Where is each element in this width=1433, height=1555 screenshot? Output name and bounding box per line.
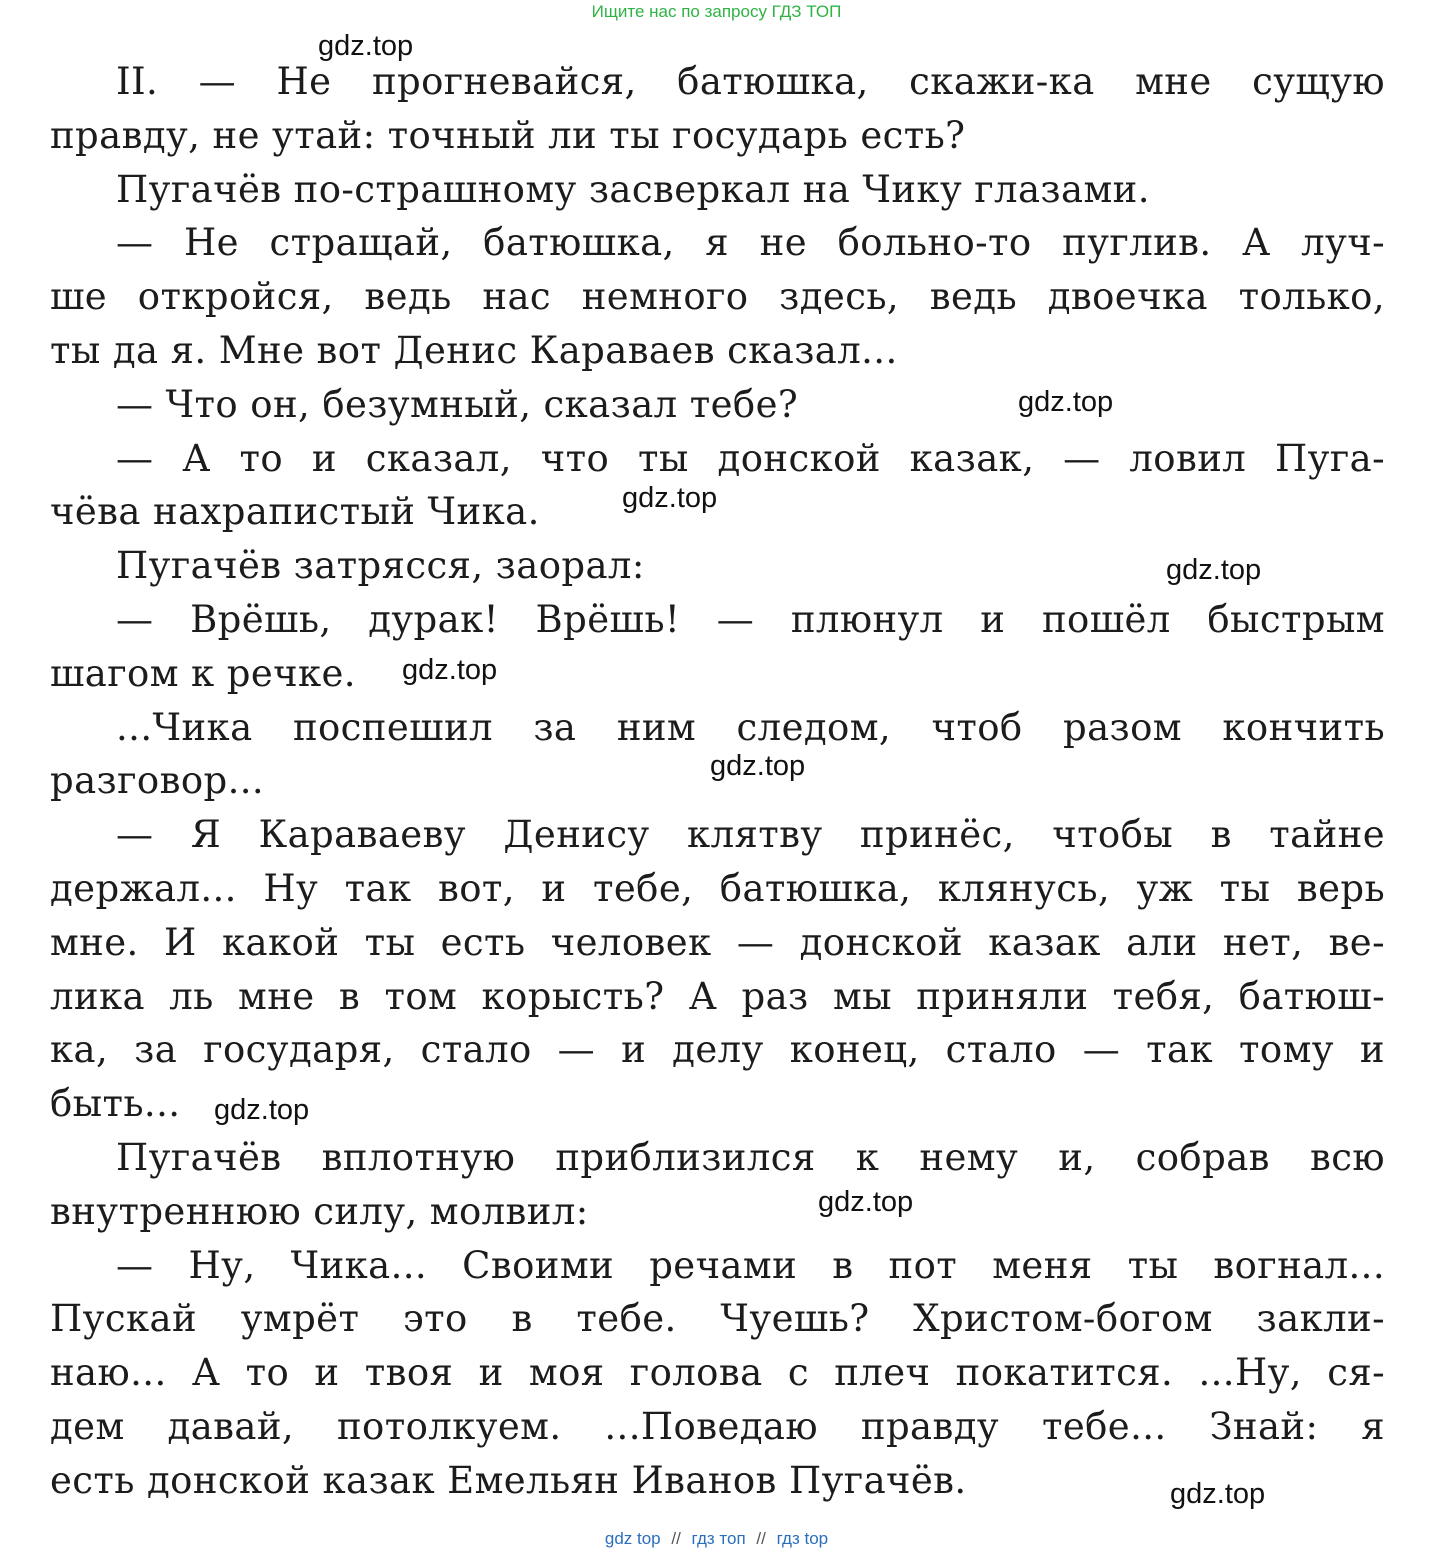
watermark: gdz.top [214,1094,310,1126]
watermark: gdz.top [402,654,498,686]
text-line: чёва нахрапистый Чика. [50,490,540,534]
text-line: — Что он, безумный, сказал тебе? [116,382,799,426]
text-line: ше откройся, ведь нас немного здесь, ведь двоечка только, [50,275,1385,319]
text-line: — Врёшь, дурак! Врёшь! — плюнул и пошёл быстрым [116,597,1385,641]
text-line: Пугачёв вплотную приблизился к нему и, собрав всю [116,1135,1385,1179]
text-line: быть... [50,1082,181,1126]
text-line: Пугачёв затрясся, заорал: [116,544,645,588]
footer-separator: // [671,1529,681,1548]
text-line: Пускай умрёт это в тебе. Чуешь? Христом-богом закли- [50,1297,1385,1341]
text-line: Пугачёв по-страшному засверкал на Чику глазами. [116,167,1150,211]
watermark: gdz.top [710,750,806,782]
text-line: — Я Караваеву Денису клятву принёс, чтобы в тайне [116,813,1385,857]
footer-separator: // [756,1529,766,1548]
text-line: дем давай, потолкуем. ...Поведаю правду тебе... Знай: я [50,1404,1385,1448]
footer [0,1529,1433,1549]
text-line: — Не стращай, батюшка, я не больно-то пуглив. А луч- [116,221,1385,265]
watermark: gdz.top [1018,386,1114,418]
text-line: разговор... [50,759,265,803]
text-line: держал... Ну так вот, и тебе, батюшка, клянусь, уж ты верь [50,866,1385,910]
text-line: — А то и сказал, что ты донской казак, — ловил Пуга- [116,436,1385,480]
footer-link-gdz-top-ru[interactable]: гдз топ [691,1529,746,1548]
watermark: gdz.top [318,30,414,62]
watermark: gdz.top [818,1186,914,1218]
footer-link-gdz-top-mixed[interactable]: гдз top [776,1529,829,1548]
text-line: есть донской казак Емельян Иванов Пугачёв. [50,1458,967,1502]
footer-link-gdz-top[interactable]: gdz top [604,1529,661,1548]
watermark: gdz.top [1166,554,1262,586]
text-line: правду, не утай: точный ли ты государь есть? [50,113,966,157]
text-line: внутреннюю силу, молвил: [50,1189,589,1233]
watermark: gdz.top [622,482,718,514]
text-line: мне. И какой ты есть человек — донской казак али нет, ве- [50,920,1385,964]
text-line: ты да я. Мне вот Денис Караваев сказал... [50,328,898,372]
top-banner: Ищите нас по запросу ГДЗ ТОП [591,2,842,21]
watermark: gdz.top [1170,1478,1266,1510]
text-line: — Ну, Чика... Своими речами в пот меня ты вогнал... [116,1243,1385,1287]
text-line: шагом к речке. [50,651,356,695]
text-line: наю... А то и твоя и моя голова с плеч покатится. ...Ну, ся- [50,1351,1385,1395]
text-line: ка, за государя, стало — и делу конец, стало — так тому и [50,1028,1385,1072]
text-line: лика ль мне в том корысть? А раз мы приняли тебя, батюш- [50,974,1385,1018]
text-line: ...Чика поспешил за ним следом, чтоб разом кончить [116,705,1385,749]
text-line: II. — Не прогневайся, батюшка, скажи-ка мне сущую [116,60,1385,103]
